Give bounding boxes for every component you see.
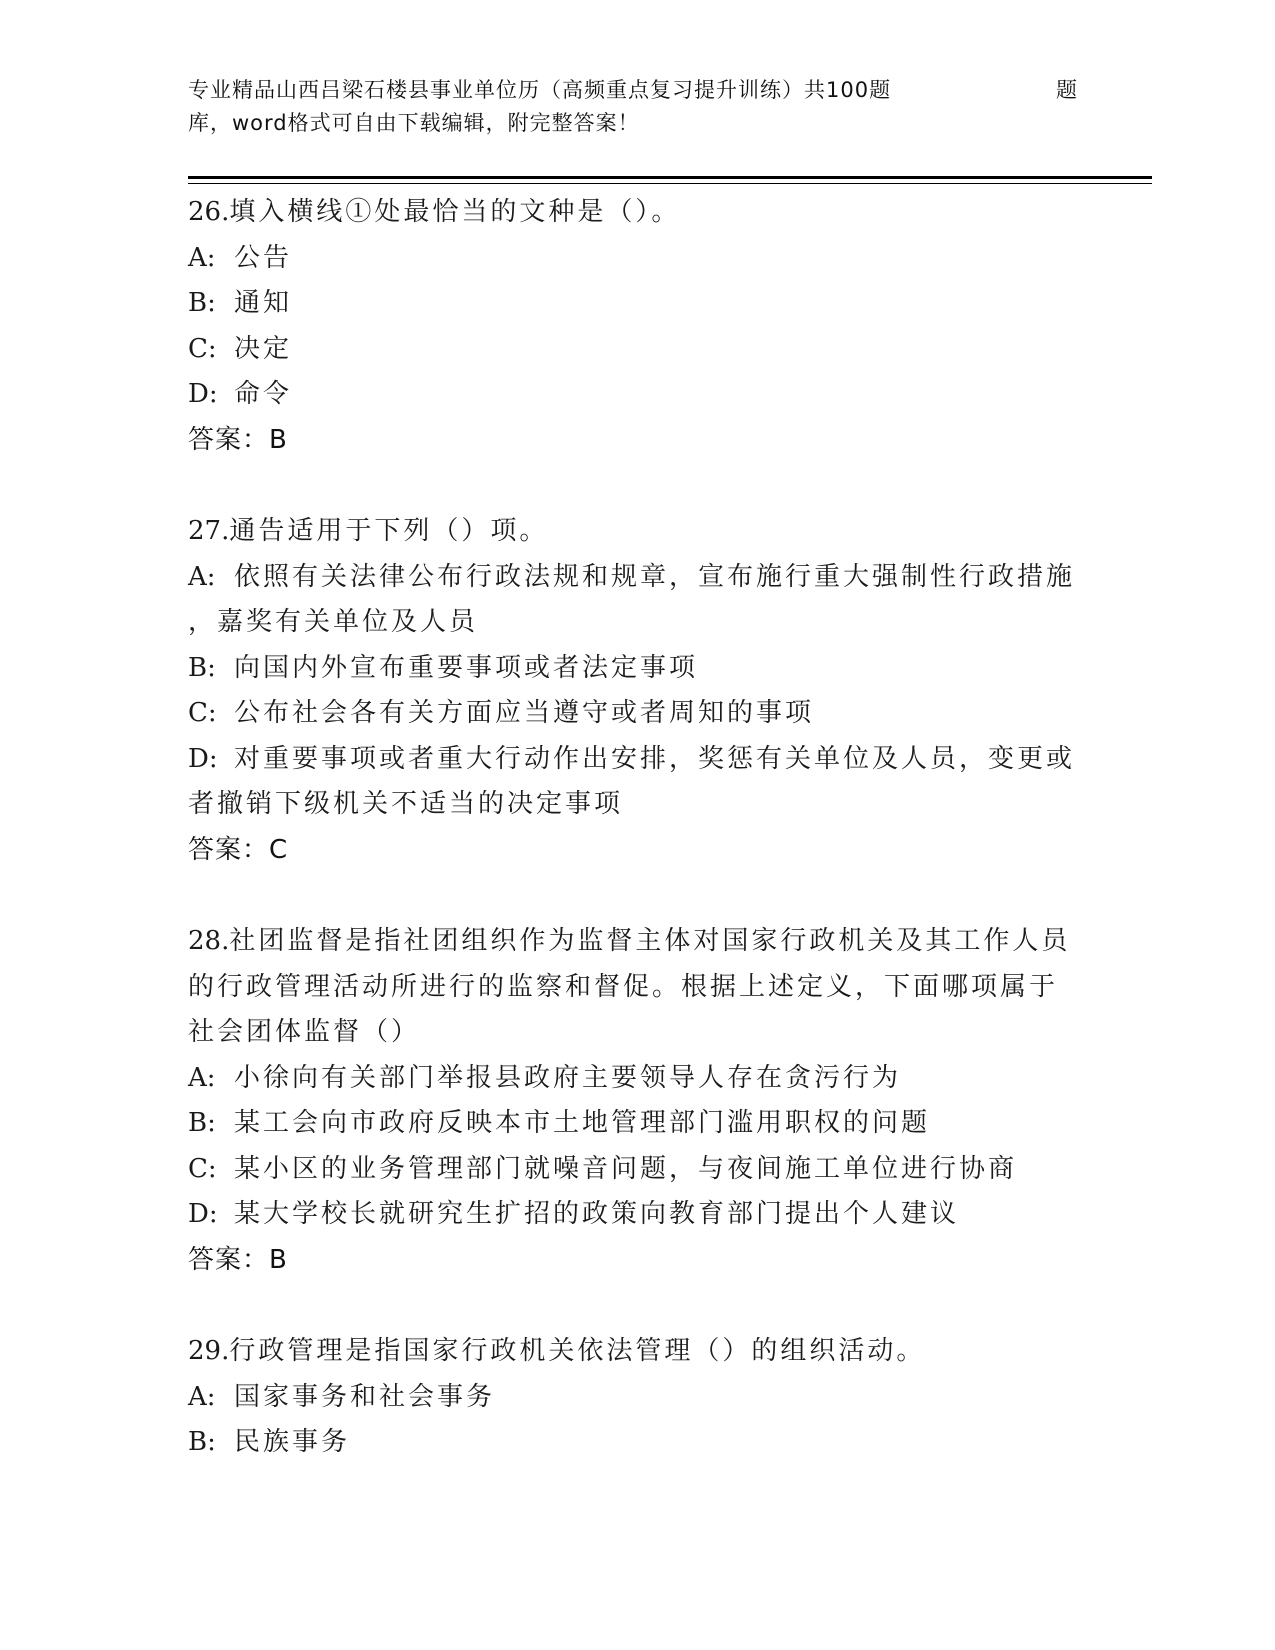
- option-key: C:: [188, 698, 217, 728]
- question-number: 27.: [188, 516, 230, 546]
- header-rule-thin: [188, 183, 1152, 184]
- header-title-line-2: 库，word格式可自由下载编辑，附完整答案！: [188, 111, 640, 135]
- option-d: [188, 737, 1088, 783]
- option-key: D:: [188, 743, 218, 774]
- option-text: 通知: [234, 288, 293, 318]
- option-c: [188, 327, 1088, 373]
- option-key: B:: [188, 652, 216, 683]
- option-text: 公告: [234, 242, 293, 273]
- option-text: 某工会向市政府反映本市土地管理部门滥用职权的问题: [234, 1108, 931, 1138]
- option-a: [188, 236, 1088, 282]
- question-28: [188, 919, 1088, 1283]
- question-stem-continuation: 社会团体监督（）: [188, 1017, 421, 1047]
- header-rule-thick: [188, 176, 1152, 179]
- question-list: [188, 190, 1088, 1512]
- question-27: [188, 509, 1088, 873]
- option-a-continuation: ，嘉奖有关单位及人员: [188, 607, 479, 637]
- option-key: A:: [188, 242, 216, 273]
- question-text: 通告适用于下列（）项。: [229, 516, 549, 546]
- option-text: 依照有关法律公布行政法规和规章，宣布施行重大强制性行政措施: [234, 561, 1076, 592]
- question-stem: [188, 1329, 1088, 1375]
- option-text: 国家事务和社会事务: [234, 1381, 496, 1412]
- question-stem-continuation: 的行政管理活动所进行的监察和督促。根据上述定义，下面哪项属于: [188, 971, 1059, 1002]
- question-number: 29.: [188, 1336, 230, 1366]
- option-a: [188, 1375, 1088, 1421]
- option-text: 决定: [234, 333, 293, 364]
- question-stem: [188, 509, 1088, 555]
- option-b: [188, 281, 1088, 327]
- question-29: [188, 1329, 1088, 1466]
- option-key: B:: [188, 1427, 216, 1457]
- option-text: 某大学校长就研究生扩招的政策向教育部门提出个人建议: [234, 1199, 960, 1229]
- option-text: 对重要事项或者重大行动作出安排，奖惩有关单位及人员，变更或: [234, 743, 1076, 774]
- answer-line: 答案：B: [188, 1244, 288, 1275]
- document-header: [188, 74, 1128, 140]
- option-text: 向国内外宣布重要事项或者法定事项: [234, 652, 699, 683]
- option-key: D:: [188, 1199, 218, 1229]
- option-key: A:: [188, 561, 216, 592]
- answer-line: 答案：C: [188, 834, 289, 865]
- option-b: [188, 1101, 1088, 1147]
- option-a: [188, 555, 1088, 601]
- option-key: C:: [188, 333, 217, 364]
- option-c: [188, 691, 1088, 737]
- option-a: [188, 1056, 1088, 1102]
- option-b: [188, 1420, 1088, 1466]
- option-text: 民族事务: [234, 1427, 351, 1457]
- header-title-tail: 题: [1056, 78, 1078, 102]
- header-title-line-1: 专业精品山西吕梁石楼县事业单位历（高频重点复习提升训练）共100题: [188, 78, 892, 102]
- option-key: A:: [188, 1381, 216, 1412]
- option-d-continuation: 者撤销下级机关不适当的决定事项: [188, 789, 624, 819]
- option-text: 小徐向有关部门举报县政府主要领导人存在贪污行为: [234, 1062, 902, 1093]
- option-key: A:: [188, 1062, 216, 1093]
- option-text: 命令: [234, 379, 293, 409]
- option-text: 公布社会各有关方面应当遵守或者周知的事项: [234, 698, 815, 728]
- option-key: B:: [188, 1108, 216, 1138]
- option-key: B:: [188, 288, 216, 318]
- option-text: 某小区的业务管理部门就噪音问题，与夜间施工单位进行协商: [234, 1153, 1018, 1184]
- option-c: [188, 1147, 1088, 1193]
- option-key: C:: [188, 1153, 217, 1184]
- question-number: 28.: [188, 926, 230, 956]
- option-d: [188, 1192, 1088, 1238]
- option-d: [188, 372, 1088, 418]
- option-key: D:: [188, 379, 218, 409]
- answer-line: 答案：B: [188, 424, 288, 455]
- question-stem: [188, 190, 1088, 236]
- question-stem: [188, 919, 1088, 965]
- question-text: 社团监督是指社团组织作为监督主体对国家行政机关及其工作人员: [229, 926, 1071, 956]
- option-b: [188, 646, 1088, 692]
- question-number: 26.: [188, 197, 230, 227]
- question-26: [188, 190, 1088, 463]
- question-text: 行政管理是指国家行政机关依法管理（）的组织活动。: [229, 1336, 926, 1366]
- question-text: 填入横线①处最恰当的文种是（）。: [229, 197, 681, 227]
